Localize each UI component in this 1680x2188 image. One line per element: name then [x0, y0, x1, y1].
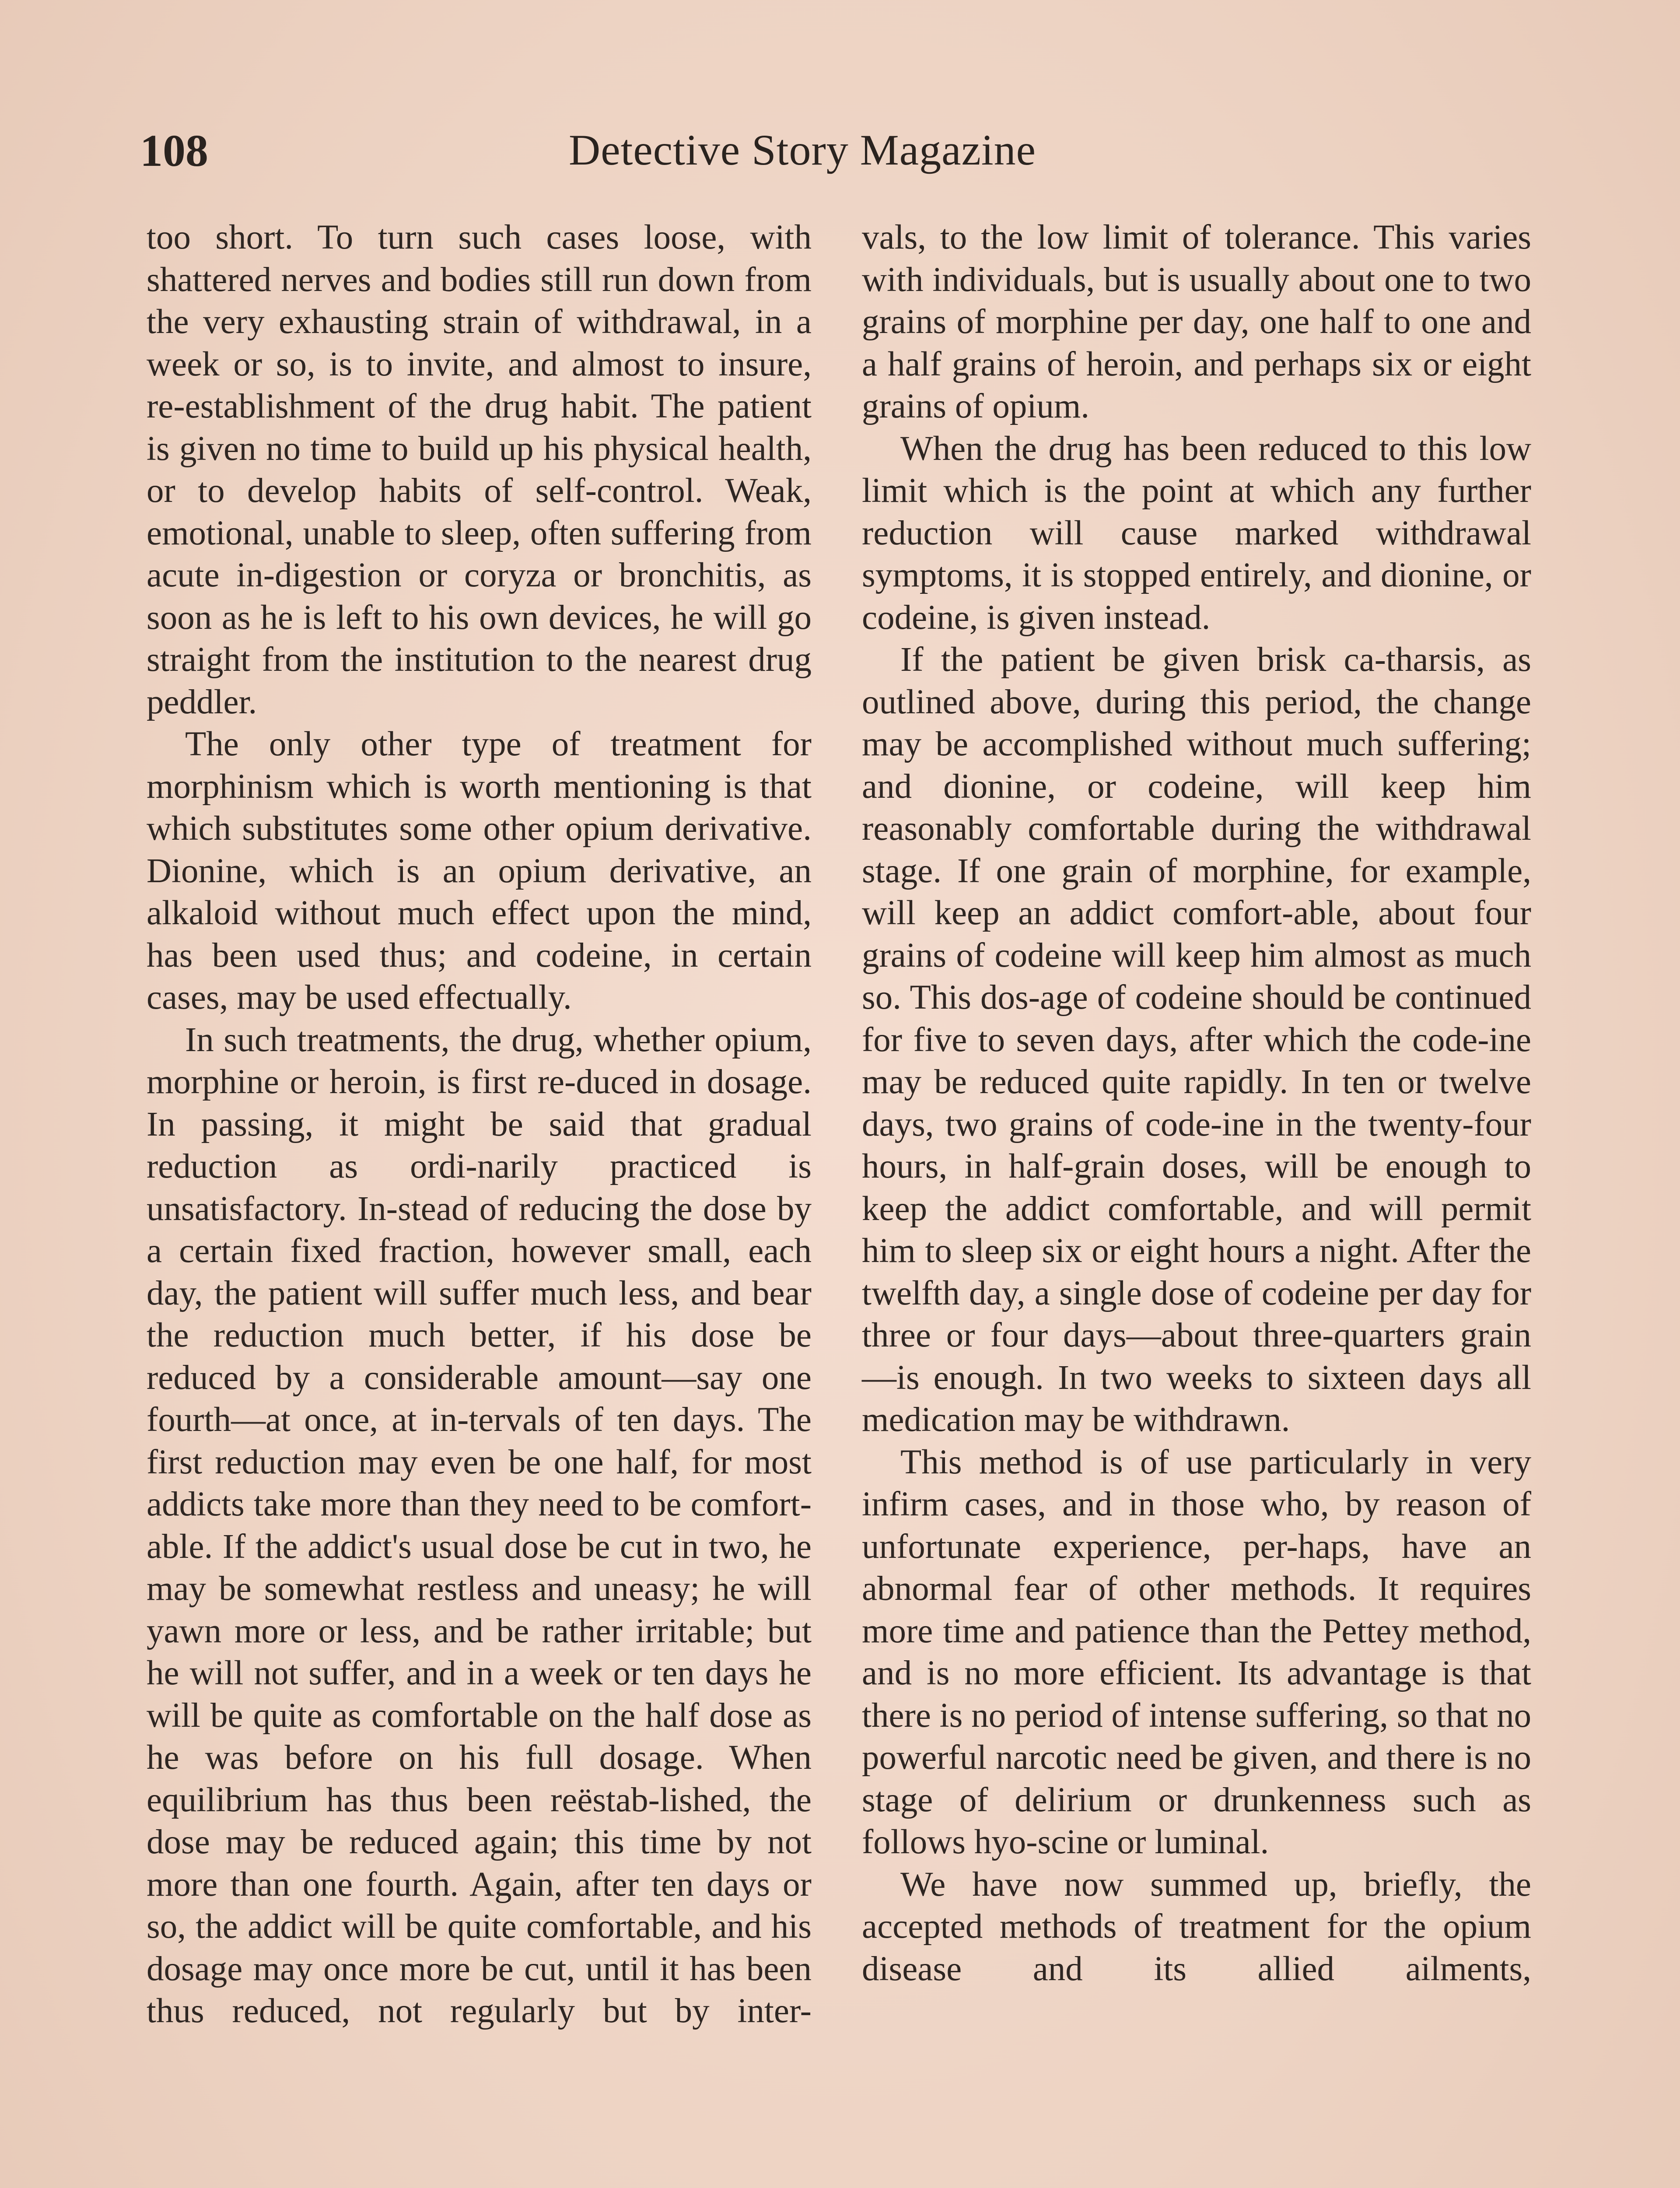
left-column — [147, 217, 812, 2033]
left-paragraph-2: The only other type of treatment for morphinism which is worth mentioning is that which substitutes some other opium derivative. Dionine, which is an opium derivative, an alkaloid without much effect upon the mind, has been used thus; and codeine, in certain cases, may be used effectually. — [147, 725, 812, 1017]
left-paragraph-1: too short. To turn such cases loose, with shattered nerves and bodies still run down from the very exhausting strain of withdrawal, in a week or so, is to invite, and almost to insure, re-establishment of the drug habit. The patient is given no time to build up his physical health, or to develop habits of self-control. Weak, emotional, unable to sleep, often suffering from acute in-digestion or coryza or bronchitis, as soon as he is left to his own devices, he will go straight from the institution to the nearest drug peddler. — [147, 218, 812, 721]
right-paragraph-3: If the patient be given brisk ca-tharsis, as outlined above, during this period, the change may be accomplished without much suffering; and dionine, or codeine, will keep him reasonably comfortable during the withdrawal stage. If one grain of morphine, for example, will keep an addict comfort-able, about four grains of codeine will keep him almost as much so. This dos-age of codeine should be continued for five to seven days, after which the code-ine may be reduced quite rapidly. In ten or twelve days, two grains of code-ine in the twenty-four hours, in half-grain doses, will be enough to keep the addict comfortable, and will permit him to sleep six or eight hours a night. After the twelfth day, a single dose of codeine per day for three or four days—about three-quarters grain—is enough. In two weeks to sixteen days all medication may be withdrawn. — [862, 641, 1531, 1439]
page-header — [140, 125, 1536, 182]
right-paragraph-4: This method is of use particularly in very infirm cases, and in those who, by reason of unfortunate experience, per-haps, have an abnormal fear of other methods. It requires more time and patience than the Pettey method, and is no more efficient. Its advantage is that there is no period of intense suffering, so that no powerful narcotic need be given, and there is no stage of delirium or drunkenness such as follows hyo-scine or luminal. — [862, 1443, 1531, 1861]
right-paragraph-5: We have now summed up, briefly, the accepted methods of treatment for the opium disease and its allied ailments, — [862, 1865, 1531, 1988]
right-paragraph-1: vals, to the low limit of tolerance. This varies with individuals, but is usually about one to two grains of morphine per day, one half to one and a half grains of heroin, and perhaps six or eight grains of opium. — [862, 218, 1531, 425]
running-title: Detective Story Magazine — [569, 126, 1036, 174]
right-paragraph-2: When the drug has been reduced to this low limit which is the point at which any further reduction will cause marked withdrawal symptoms, it is stopped entirely, and dionine, or codeine, is given instead. — [862, 429, 1531, 637]
left-paragraph-3: In such treatments, the drug, whether opium, morphine or heroin, is first re-duced in dosage. In passing, it might be said that gradual reduction as ordi-narily practiced is unsatisfactory. In-stead of reducing the dose by a certain fixed fraction, however small, each day, the patient will suffer much less, and bear the reduction much better, if his dose be reduced by a considerable amount—say one fourth—at once, at in-tervals of ten days. The first reduction may even be one half, for most addicts take more than they need to be comfort-able. If the addict's usual dose be cut in two, he may be somewhat restless and uneasy; he will yawn more or less, and be rather irritable; but he will not suffer, and in a week or ten days he will be quite as comfortable on the half dose as he was before on his full dosage. When equilibrium has thus been reëstab-lished, the dose may be reduced again; this time by not more than one fourth. Again, after ten days or so, the addict will be quite comfortable, and his dosage may once more be cut, until it has been thus reduced, not regularly but by inter- — [147, 1020, 812, 2030]
page-number: 108 — [140, 126, 208, 176]
right-column — [862, 217, 1531, 1990]
